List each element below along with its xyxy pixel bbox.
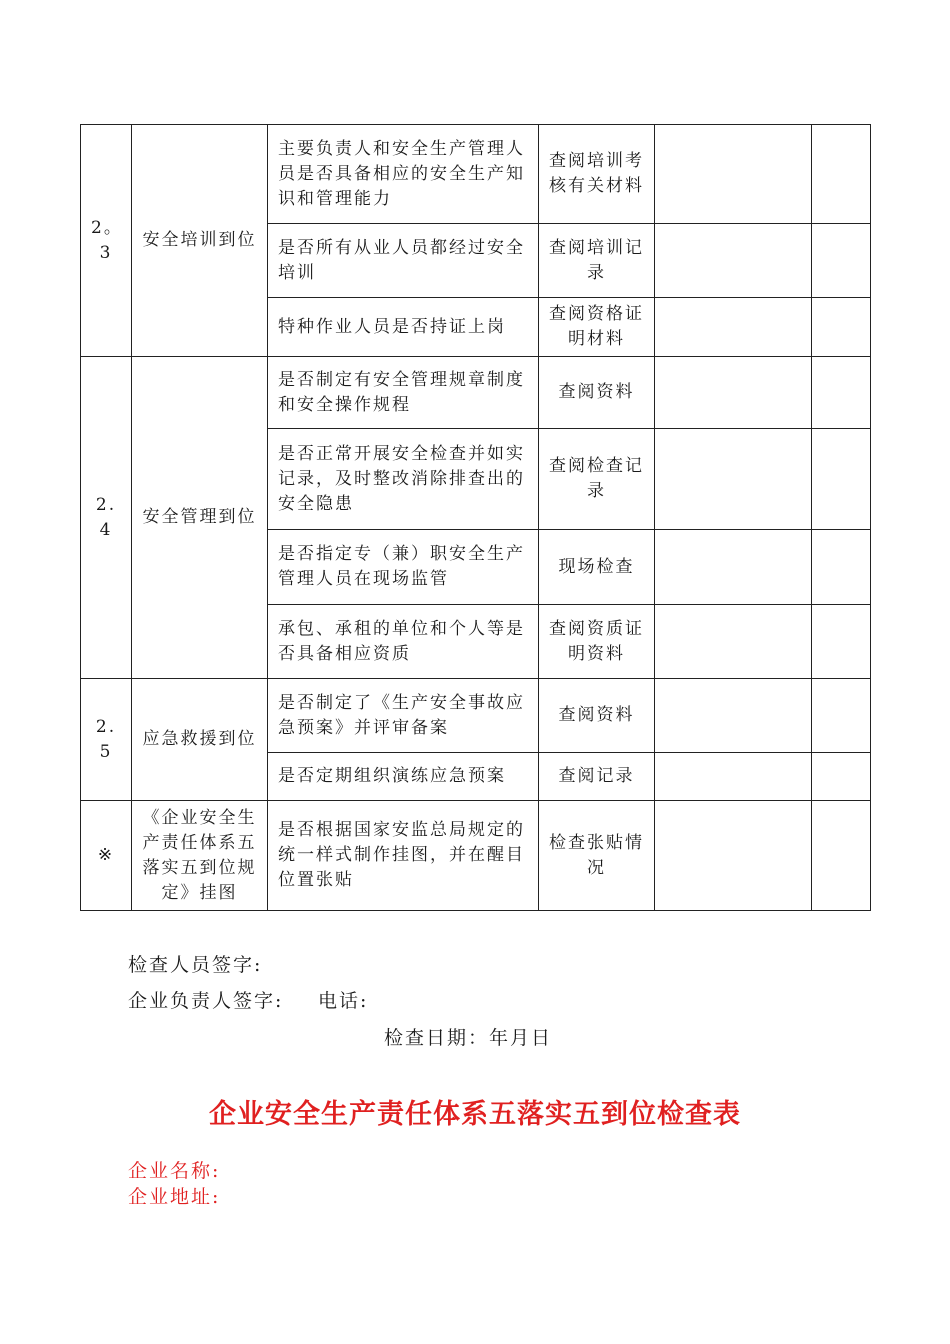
check-method: 现场检查 [539,530,655,605]
check-content: 是否定期组织演练应急预案 [268,753,539,801]
item-category: 安全培训到位 [132,125,268,357]
inspection-date-label: 检查日期：年月日 [384,1027,553,1049]
remark-cell [812,753,871,801]
check-method: 查阅资料 [539,357,655,429]
result-cell [655,679,812,753]
remark-cell [812,429,871,530]
result-cell [655,801,812,911]
result-cell [655,429,812,530]
manager-signature-label: 企业负责人签字: [128,990,284,1012]
remark-cell [812,605,871,679]
check-method: 查阅资格证明材料 [539,298,655,357]
check-method: 查阅记录 [539,753,655,801]
result-cell [655,224,812,298]
check-content: 是否制定了《生产安全事故应急预案》并评审备案 [268,679,539,753]
check-method: 查阅培训考核有关材料 [539,125,655,224]
check-content: 是否所有从业人员都经过安全培训 [268,224,539,298]
inspector-signature-label: 检查人员签字: [128,954,263,976]
check-method: 查阅资质证明资料 [539,605,655,679]
remark-cell [812,298,871,357]
inspection-table [80,124,871,911]
check-content: 是否正常开展安全检查并如实记录，及时整改消除排查出的安全隐患 [268,429,539,530]
item-category: 安全管理到位 [132,357,268,679]
remark-cell [812,530,871,605]
check-content: 是否指定专（兼）职安全生产管理人员在现场监管 [268,530,539,605]
item-number: 2.4 [81,357,132,679]
check-method: 查阅资料 [539,679,655,753]
result-cell [655,125,812,224]
table-row [81,357,871,429]
check-content: 是否根据国家安监总局规定的统一样式制作挂图，并在醒目位置张贴 [268,801,539,911]
table-row [81,679,871,753]
item-category: 应急救援到位 [132,679,268,801]
check-content: 特种作业人员是否持证上岗 [268,298,539,357]
remark-cell [812,224,871,298]
item-number: 2。3 [81,125,132,357]
check-method: 查阅培训记录 [539,224,655,298]
item-number: ※ [81,801,132,911]
remark-cell [812,679,871,753]
result-cell [655,298,812,357]
company-address-label: 企业地址: [128,1186,221,1208]
form-title: 企业安全生产责任体系五落实五到位检查表 [209,1099,741,1130]
table-row [81,801,871,911]
check-method: 检查张贴情况 [539,801,655,911]
check-method: 查阅检查记录 [539,429,655,530]
check-content: 是否制定有安全管理规章制度和安全操作规程 [268,357,539,429]
company-name-label: 企业名称: [128,1160,221,1182]
table-row [81,125,871,224]
remark-cell [812,357,871,429]
item-category: 《企业安全生产责任体系五落实五到位规定》挂图 [132,801,268,911]
remark-cell [812,125,871,224]
check-content: 主要负责人和安全生产管理人员是否具备相应的安全生产知识和管理能力 [268,125,539,224]
phone-label: 电话: [318,990,369,1012]
result-cell [655,357,812,429]
item-number: 2.5 [81,679,132,801]
result-cell [655,605,812,679]
result-cell [655,753,812,801]
check-content: 承包、承租的单位和个人等是否具备相应资质 [268,605,539,679]
result-cell [655,530,812,605]
remark-cell [812,801,871,911]
